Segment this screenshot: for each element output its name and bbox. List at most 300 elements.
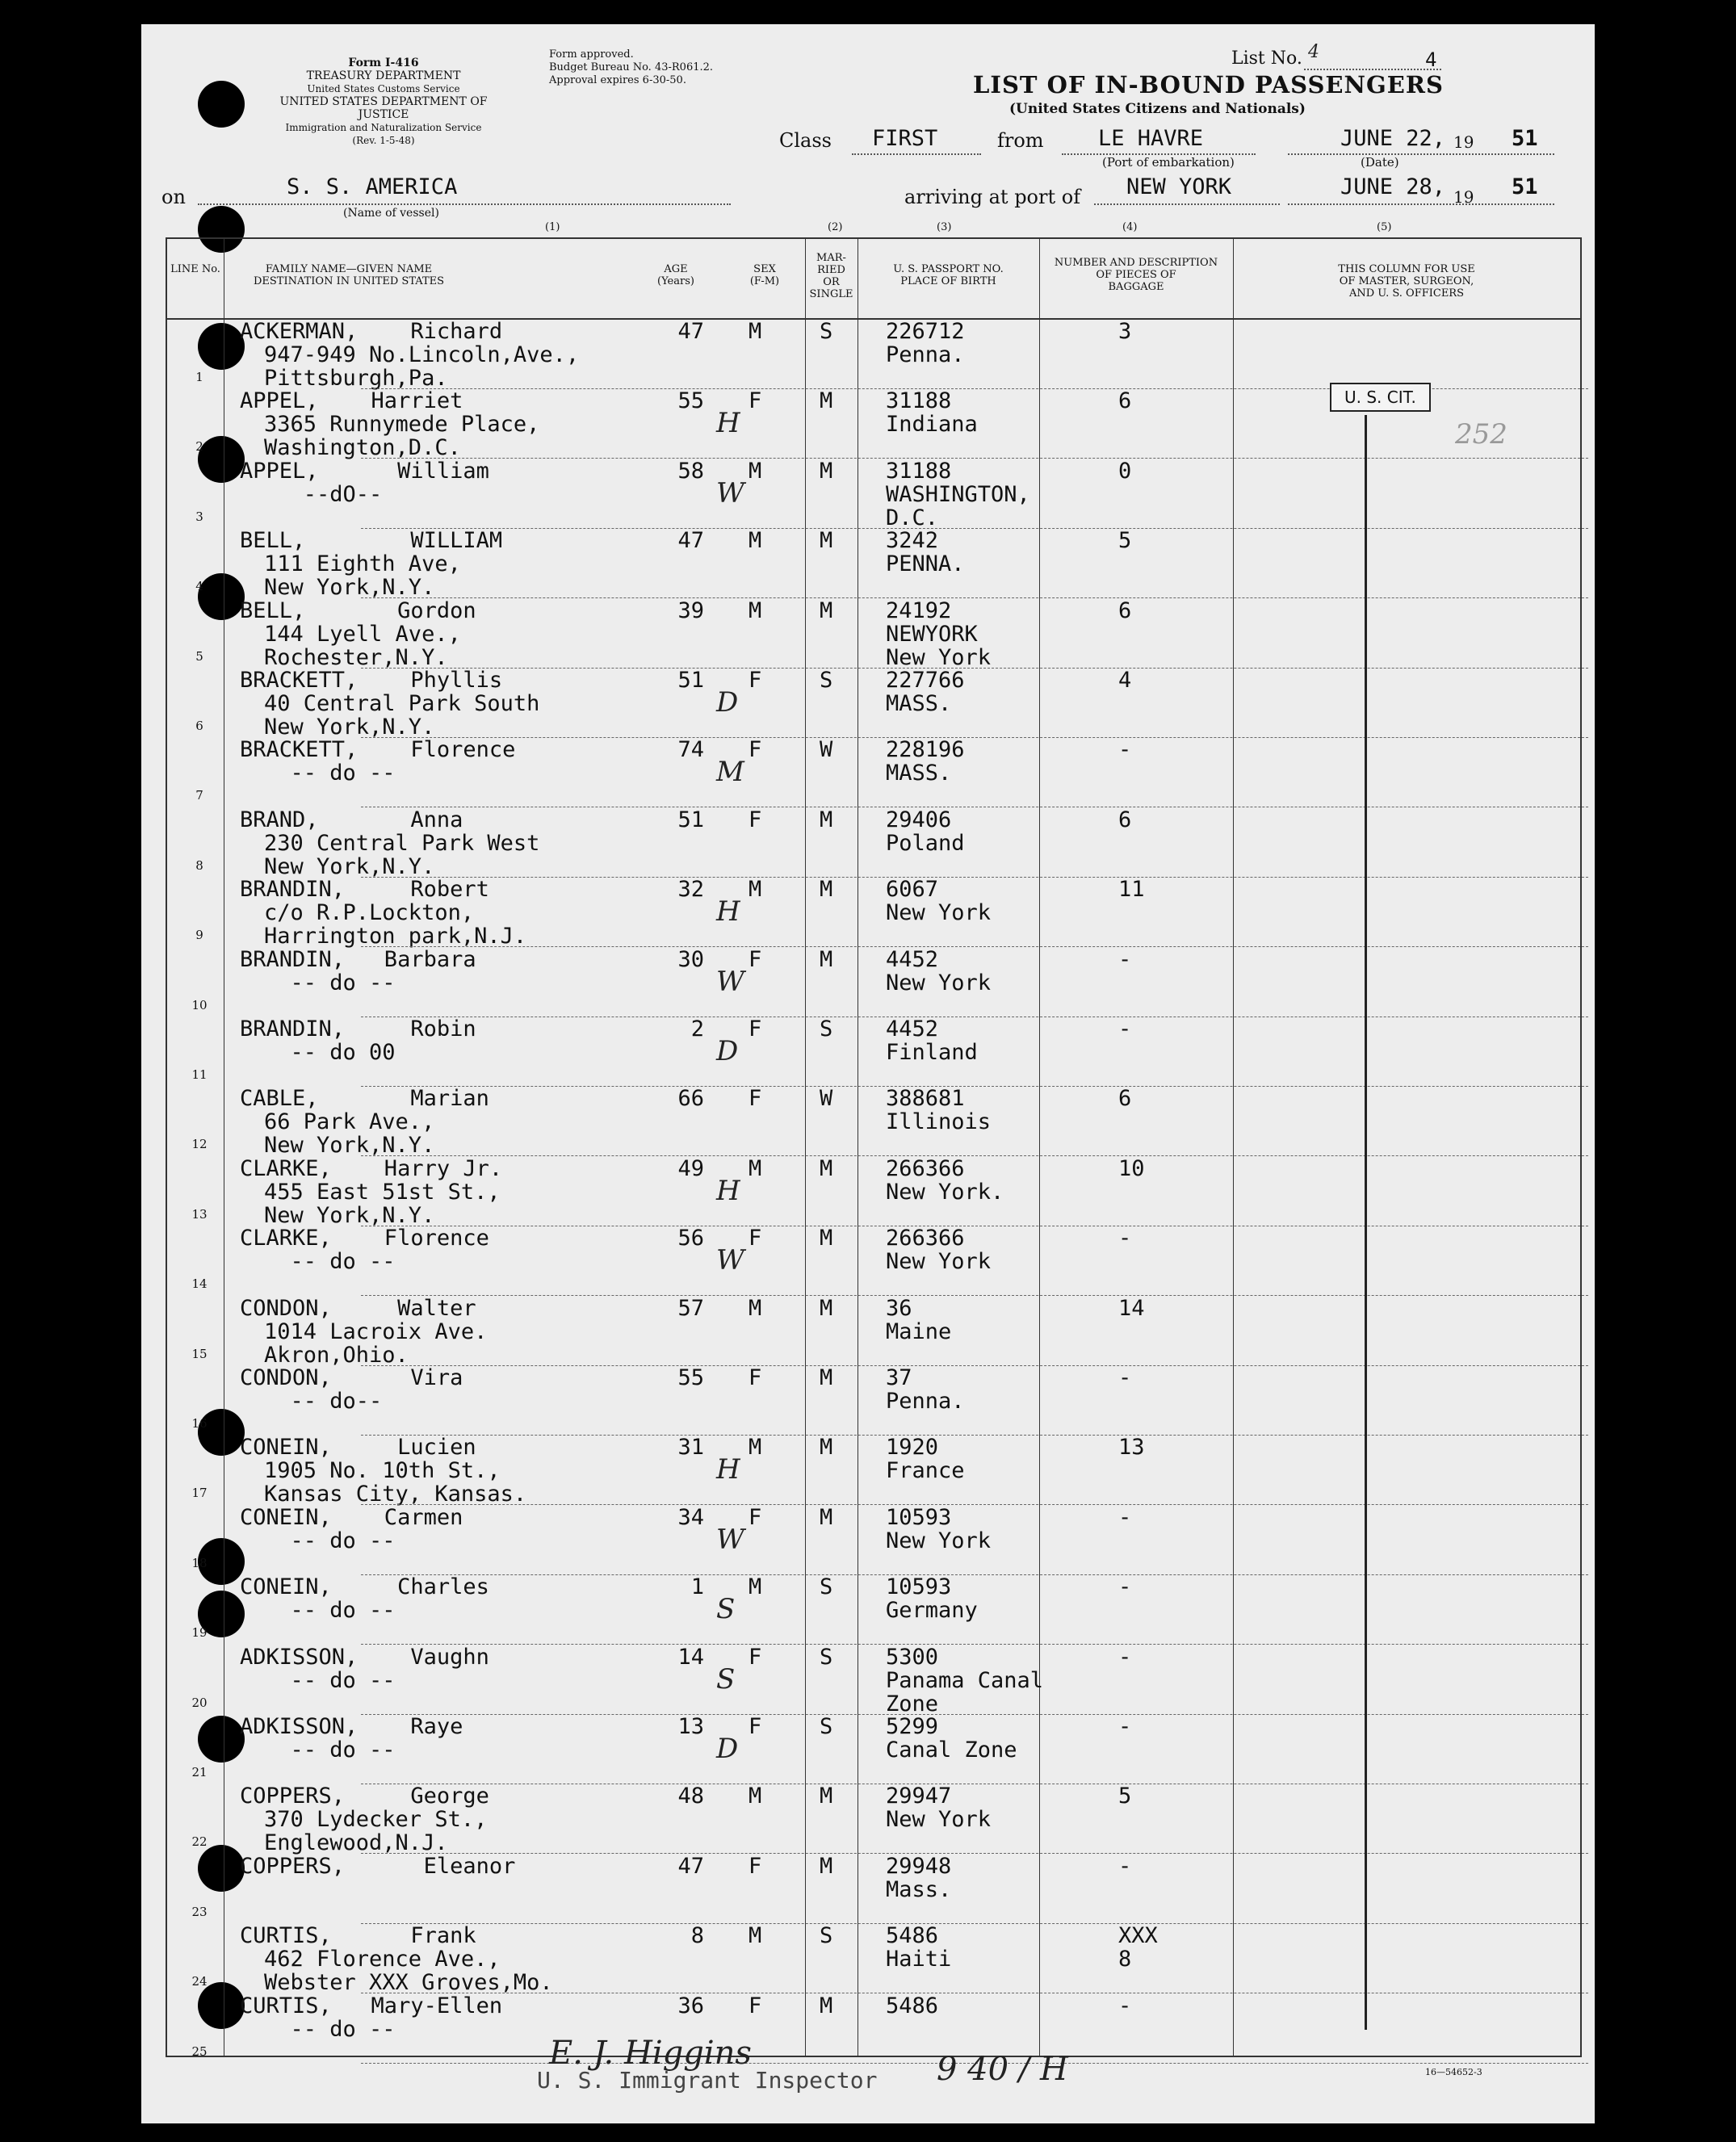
handwritten-mark: H <box>716 895 740 928</box>
place-of-birth: New York <box>886 1807 992 1833</box>
passenger-name: BRAND, Anna <box>240 807 463 832</box>
passenger-sex: F <box>748 737 762 763</box>
passenger-age: 51 <box>677 668 704 693</box>
place-of-birth: Penna. <box>886 342 965 367</box>
destination-address: 1905 No. 10th St., <box>264 1458 501 1484</box>
passport-number: 1920 <box>886 1435 939 1461</box>
passenger-sex: M <box>748 597 762 623</box>
place-of-birth: New York <box>886 900 992 926</box>
passenger-sex: F <box>748 807 762 832</box>
marital-status: M <box>820 946 833 972</box>
table-row <box>167 1157 1604 1226</box>
passport-number: 31188 <box>886 458 952 484</box>
handwritten-mark: H <box>716 1174 740 1207</box>
place-of-birth: Mass. <box>886 1876 952 1902</box>
place-of-birth: MASS. <box>886 691 952 716</box>
dotted-line <box>1288 153 1554 155</box>
passenger-age: 32 <box>677 877 704 903</box>
place-of-birth: Finland <box>886 1040 978 1065</box>
passenger-age: 2 <box>690 1017 704 1042</box>
passport-number: 5299 <box>886 1714 939 1739</box>
baggage-count: 0 <box>1118 458 1132 484</box>
port-embark-caption: (Port of embarkation) <box>1102 155 1235 170</box>
passport-number: 5300 <box>886 1644 939 1670</box>
line-number: 22 <box>191 1834 208 1850</box>
table-row <box>167 1855 1604 1924</box>
line-number: 19 <box>191 1625 208 1641</box>
baggage-count: 6 <box>1118 807 1132 832</box>
place-of-birth: Germany <box>886 1598 978 1624</box>
passenger-name: CABLE, Marian <box>240 1086 489 1112</box>
year-prefix: 19 <box>1453 132 1474 152</box>
marital-status: M <box>820 1435 833 1461</box>
destination-address: --dO-- <box>264 481 383 507</box>
passport-number: 4452 <box>886 946 939 972</box>
customs-service: United States Customs Service <box>307 83 460 94</box>
passport-number: 5486 <box>886 1993 939 2018</box>
destination-address: 455 East 51st St., <box>264 1179 501 1205</box>
passenger-name: COPPERS, George <box>240 1784 489 1809</box>
baggage-count: - <box>1118 1714 1132 1739</box>
marital-status: S <box>820 1923 833 1949</box>
vessel-name: S. S. AMERICA <box>287 174 458 199</box>
passenger-name: APPEL, Harriet <box>240 388 463 414</box>
passenger-table <box>166 237 1582 2057</box>
arriving-label: arriving at port of <box>904 186 1081 208</box>
us-citizen-stamp: U. S. CIT. <box>1330 383 1431 412</box>
year-prefix: 19 <box>1453 187 1474 207</box>
destination-address: 230 Central Park West <box>264 830 540 856</box>
line-number: 9 <box>195 928 203 943</box>
destination-address: -- do -- <box>264 1667 396 1693</box>
dotted-line <box>852 153 981 155</box>
marital-status: M <box>820 528 833 554</box>
marital-status: M <box>820 1226 833 1251</box>
col-num: (2) <box>828 221 843 233</box>
on-label: on <box>161 186 186 208</box>
baggage-count: 5 <box>1118 528 1132 554</box>
passport-number: 10593 <box>886 1504 952 1530</box>
destination-city: New York,N.Y. <box>264 575 435 601</box>
col-num: (1) <box>545 221 560 233</box>
inspector-label: U. S. Immigrant Inspector <box>537 2067 878 2094</box>
passenger-age: 47 <box>677 528 704 554</box>
place-of-birth: Penna. <box>886 1389 965 1414</box>
passenger-age: 34 <box>677 1504 704 1530</box>
passenger-name: BRACKETT, Florence <box>240 737 516 763</box>
destination-city: Webster XXX Groves,Mo. <box>264 1970 553 1996</box>
passenger-age: 30 <box>677 946 704 972</box>
line-number: 5 <box>195 648 203 664</box>
arrival-year: 51 <box>1512 174 1538 199</box>
passenger-sex: F <box>748 1086 762 1112</box>
destination-address: -- do -- <box>264 1249 396 1275</box>
marital-status: M <box>820 807 833 832</box>
destination-city: New York,N.Y. <box>264 1202 435 1228</box>
place-of-birth-cont: New York <box>886 644 992 670</box>
form-header-block <box>262 57 505 95</box>
table-row <box>167 1994 1604 2064</box>
destination-city: Englewood,N.J. <box>264 1830 448 1856</box>
baggage-count: - <box>1118 1226 1132 1251</box>
approval-line: Form approved. <box>549 48 634 61</box>
passport-number: 388681 <box>886 1086 965 1112</box>
line-number: 1 <box>195 370 203 384</box>
rev-date: (Rev. 1-5-48) <box>352 135 415 146</box>
table-row <box>167 599 1604 669</box>
passenger-age: 39 <box>677 597 704 623</box>
marital-status: W <box>820 1086 833 1112</box>
handwritten-mark: W <box>716 476 744 509</box>
line-number: 10 <box>191 997 208 1012</box>
handwritten-mark: S <box>716 1662 736 1696</box>
col-num: (4) <box>1122 221 1138 233</box>
table-row <box>167 459 1604 529</box>
passport-number: 36 <box>886 1295 912 1321</box>
passport-number: 10593 <box>886 1574 952 1600</box>
marital-status: M <box>820 1155 833 1181</box>
passenger-sex: F <box>748 668 762 693</box>
marital-status: M <box>820 1504 833 1530</box>
passenger-name: CONEIN, Carmen <box>240 1504 463 1530</box>
passenger-age: 55 <box>677 388 704 414</box>
passenger-name: CLARKE, Harry Jr. <box>240 1155 503 1181</box>
destination-city: Kansas City, Kansas. <box>264 1482 527 1507</box>
passenger-name: COPPERS, Eleanor <box>240 1853 516 1879</box>
destination-city: Harrington park,N.J. <box>264 924 527 949</box>
passenger-name: BRACKETT, Phyllis <box>240 668 503 693</box>
passenger-name: BRANDIN, Robin <box>240 1017 476 1042</box>
stamp-number: 252 <box>1455 418 1507 451</box>
passenger-sex: M <box>748 1784 762 1809</box>
destination-city: Akron,Ohio. <box>264 1342 409 1368</box>
list-no-label: List No. <box>1231 48 1302 69</box>
passenger-name: BELL, Gordon <box>240 597 476 623</box>
handwritten-mark: D <box>716 1035 739 1067</box>
passport-number: 37 <box>886 1365 912 1390</box>
baggage-count: 6 <box>1118 1086 1132 1112</box>
passenger-sex: F <box>748 1017 762 1042</box>
dotted-line <box>1288 203 1554 205</box>
line-number: 3 <box>195 509 203 524</box>
passenger-name: ACKERMAN, Richard <box>240 319 503 344</box>
passenger-age: 58 <box>677 458 704 484</box>
table-row <box>167 1366 1604 1436</box>
handwritten-mark: H <box>716 1453 740 1486</box>
list-subtitle: (United States Citizens and Nationals) <box>1009 101 1306 117</box>
passport-number: 5486 <box>886 1923 939 1949</box>
handwritten-mark: D <box>716 686 739 719</box>
handwritten-mark: M <box>716 756 744 789</box>
passenger-sex: F <box>748 1993 762 2018</box>
passenger-name: ADKISSON, Vaughn <box>240 1644 489 1670</box>
passenger-age: 49 <box>677 1155 704 1181</box>
table-row <box>167 1923 1604 1996</box>
place-of-birth: Indiana <box>886 412 978 438</box>
passport-number: 266366 <box>886 1155 965 1181</box>
handwritten-mark: D <box>716 1733 739 1765</box>
table-row <box>167 878 1604 947</box>
baggage-count: - <box>1118 1504 1132 1530</box>
marital-status: S <box>820 1714 833 1739</box>
table-row <box>167 808 1604 878</box>
passenger-age: 31 <box>677 1435 704 1461</box>
place-of-birth: New York <box>886 1528 992 1553</box>
destination-address: -- do -- <box>264 1598 396 1624</box>
marital-status: M <box>820 597 833 623</box>
passenger-age: 8 <box>690 1923 704 1949</box>
line-number: 25 <box>191 2043 208 2059</box>
passenger-sex: M <box>748 1574 762 1600</box>
class-label: Class <box>779 129 832 152</box>
from-label: from <box>997 129 1044 152</box>
passenger-sex: F <box>748 1853 762 1879</box>
time-note: 9 40 / H <box>937 2051 1068 2088</box>
line-number: 18 <box>191 1555 208 1570</box>
list-no-value: 4 <box>1425 48 1437 71</box>
place-of-birth-cont: D.C. <box>886 505 939 530</box>
destination-address: -- do -- <box>264 2016 396 2042</box>
destination-city: New York,N.Y. <box>264 715 435 740</box>
col-header-sex: SEX (F-M) <box>749 263 780 287</box>
destination-address: -- do 00 <box>264 1040 396 1065</box>
passenger-name: CONDON, Vira <box>240 1365 463 1390</box>
passenger-name: APPEL, William <box>240 458 489 484</box>
handwritten-mark: W <box>716 1523 744 1556</box>
col-num: (3) <box>937 221 952 233</box>
date-caption: (Date) <box>1361 155 1399 170</box>
col-header-age: AGE (Years) <box>657 263 694 287</box>
passport-number: 266366 <box>886 1226 965 1251</box>
baggage-count: 6 <box>1118 597 1132 623</box>
destination-city: Rochester,N.Y. <box>264 644 448 670</box>
list-no-hand: 4 <box>1308 42 1319 62</box>
baggage-count: - <box>1118 946 1132 972</box>
passport-number: 29947 <box>886 1784 952 1809</box>
col-header-officers: THIS COLUMN FOR USE OF MASTER, SURGEON, AND U. S. OFFICERS <box>1338 263 1475 300</box>
marital-status: S <box>820 668 833 693</box>
footer-code: 16—54652-3 <box>1425 2067 1482 2077</box>
passenger-sex: M <box>748 1435 762 1461</box>
col-header-baggage: NUMBER AND DESCRIPTION OF PIECES OF BAGGAGE <box>1054 257 1218 293</box>
destination-address: 40 Central Park South <box>264 691 540 716</box>
table-row <box>167 1715 1604 1784</box>
passenger-sex: M <box>748 877 762 903</box>
col-header-passport: U. S. PASSPORT NO. PLACE OF BIRTH <box>893 263 1004 287</box>
passenger-age: 47 <box>677 319 704 344</box>
line-number: 11 <box>191 1067 208 1082</box>
inspector-signature: E. J. Higgins <box>549 2035 752 2072</box>
passport-number: 29406 <box>886 807 952 832</box>
destination-city: Washington,D.C. <box>264 435 461 461</box>
baggage-count: 14 <box>1118 1295 1145 1321</box>
table-row <box>167 1017 1604 1087</box>
baggage-count: 13 <box>1118 1435 1145 1461</box>
passport-number: 228196 <box>886 737 965 763</box>
line-number: 23 <box>191 1904 208 1919</box>
passenger-age: 66 <box>677 1086 704 1112</box>
line-number: 6 <box>195 719 203 733</box>
marital-status: M <box>820 458 833 484</box>
place-of-birth: Haiti <box>886 1947 952 1972</box>
departure-date: JUNE 22, <box>1340 126 1446 151</box>
passenger-sex: M <box>748 1295 762 1321</box>
destination-city: New York,N.Y. <box>264 853 435 879</box>
dotted-line <box>1094 203 1280 205</box>
place-of-birth: Maine <box>886 1318 952 1344</box>
passenger-age: 48 <box>677 1784 704 1809</box>
handwritten-mark: S <box>716 1593 736 1626</box>
passenger-sex: M <box>748 458 762 484</box>
line-number: 16 <box>191 1416 208 1431</box>
passenger-age: 1 <box>690 1574 704 1600</box>
baggage-count: - <box>1118 1644 1132 1670</box>
table-row <box>167 320 1604 389</box>
marital-status: M <box>820 388 833 414</box>
marital-status: M <box>820 877 833 903</box>
passport-number: 227766 <box>886 668 965 693</box>
place-of-birth: Illinois <box>886 1109 992 1135</box>
passenger-sex: M <box>748 1155 762 1181</box>
destination-address: -- do -- <box>264 1528 396 1553</box>
line-number: 17 <box>191 1486 208 1501</box>
passenger-sex: F <box>748 1226 762 1251</box>
place-of-birth: NEWYORK <box>886 621 978 647</box>
passport-number: 29948 <box>886 1853 952 1879</box>
destination-address: 66 Park Ave., <box>264 1109 435 1135</box>
destination-address: 144 Lyell Ave., <box>264 621 461 647</box>
marital-status: M <box>820 1295 833 1321</box>
destination-address: 947-949 No.Lincoln,Ave., <box>264 342 580 367</box>
marital-status: S <box>820 1644 833 1670</box>
line-number: 21 <box>191 1765 208 1779</box>
place-of-birth: New York <box>886 1249 992 1275</box>
citizen-vertical-line <box>1365 415 1367 2030</box>
col-num: (5) <box>1377 221 1392 233</box>
passenger-name: CURTIS, Frank <box>240 1923 476 1949</box>
table-row <box>167 669 1604 738</box>
punch-hole <box>198 81 245 128</box>
place-of-birth: PENNA. <box>886 551 965 577</box>
passenger-sex: F <box>748 1714 762 1739</box>
col-header-name: FAMILY NAME—GIVEN NAME DESTINATION IN UNITED STATES <box>253 263 445 287</box>
passport-number: 4452 <box>886 1017 939 1042</box>
handwritten-mark: W <box>716 965 744 998</box>
form-number: Form I-416 <box>348 57 419 69</box>
baggage-count: - <box>1118 1993 1132 2018</box>
passenger-name: CLARKE, Florence <box>240 1226 489 1251</box>
passport-number: 24192 <box>886 597 952 623</box>
passenger-age: 56 <box>677 1226 704 1251</box>
baggage-count: 5 <box>1118 1784 1132 1809</box>
destination-city: Pittsburgh,Pa. <box>264 366 448 391</box>
passenger-name: BRANDIN, Robert <box>240 877 489 903</box>
line-number: 7 <box>195 788 203 803</box>
passenger-name: CONEIN, Lucien <box>240 1435 476 1461</box>
marital-status: M <box>820 1853 833 1879</box>
passenger-name: ADKISSON, Raye <box>240 1714 463 1739</box>
passenger-sex: F <box>748 946 762 972</box>
line-number: 8 <box>195 857 203 873</box>
passenger-sex: F <box>748 1365 762 1390</box>
baggage-count: 6 <box>1118 388 1132 414</box>
list-title: LIST OF IN-BOUND PASSENGERS <box>973 71 1444 99</box>
arrival-date: JUNE 28, <box>1340 174 1446 199</box>
passenger-name: CURTIS, Mary-Ellen <box>240 1993 503 2018</box>
approval-line: Budget Bureau No. 43-R061.2. <box>549 61 714 73</box>
line-number: 20 <box>191 1695 208 1710</box>
approval-line: Approval expires 6-30-50. <box>549 74 686 86</box>
marital-status: S <box>820 319 833 344</box>
destination-address: -- do -- <box>264 970 396 996</box>
passenger-name: CONDON, Walter <box>240 1295 476 1321</box>
table-row <box>167 738 1604 807</box>
line-number: 24 <box>191 1974 208 1989</box>
passenger-age: 47 <box>677 1853 704 1879</box>
table-row <box>167 1784 1604 1854</box>
table-row <box>167 1575 1604 1645</box>
baggage-count: XXX 8 <box>1118 1923 1158 1972</box>
destination-address: 370 Lydecker St., <box>264 1807 488 1833</box>
baggage-count: 11 <box>1118 877 1145 903</box>
passenger-age: 57 <box>677 1295 704 1321</box>
baggage-count: 4 <box>1118 668 1132 693</box>
handwritten-mark: W <box>716 1244 744 1277</box>
baggage-count: - <box>1118 1017 1132 1042</box>
passenger-sex: F <box>748 1504 762 1530</box>
marital-status: W <box>820 737 833 763</box>
destination-address: 3365 Runnymede Place, <box>264 412 540 438</box>
passenger-age: 55 <box>677 1365 704 1390</box>
destination-city: New York,N.Y. <box>264 1133 435 1159</box>
justice-dept: UNITED STATES DEPARTMENT OF JUSTICE <box>279 95 488 121</box>
destination-address: -- do-- <box>264 1389 383 1414</box>
marital-status: M <box>820 1784 833 1809</box>
approval-block <box>549 48 727 87</box>
from-value: LE HAVRE <box>1098 126 1204 151</box>
passenger-sex: M <box>748 1923 762 1949</box>
class-value: FIRST <box>872 126 938 151</box>
table-row <box>167 1086 1604 1159</box>
treasury-dept: TREASURY DEPARTMENT <box>306 69 461 82</box>
place-of-birth: Poland <box>886 830 965 856</box>
dotted-line <box>198 203 731 205</box>
line-number: 12 <box>191 1137 208 1152</box>
passenger-name: BRANDIN, Barbara <box>240 946 476 972</box>
passenger-age: 51 <box>677 807 704 832</box>
passenger-sex: F <box>748 1644 762 1670</box>
dotted-line <box>1304 69 1441 70</box>
passenger-sex: M <box>748 319 762 344</box>
passport-number: 3242 <box>886 528 939 554</box>
passport-number: 226712 <box>886 319 965 344</box>
passenger-age: 13 <box>677 1714 704 1739</box>
place-of-birth: Canal Zone <box>886 1737 1017 1763</box>
passport-number: 6067 <box>886 877 939 903</box>
line-number: 15 <box>191 1346 208 1361</box>
baggage-count: - <box>1118 1574 1132 1600</box>
place-of-birth: MASS. <box>886 761 952 786</box>
destination-address: 462 Florence Ave., <box>264 1947 501 1972</box>
justice-block <box>262 95 505 147</box>
baggage-count: - <box>1118 737 1132 763</box>
ins-service: Immigration and Naturalization Service <box>285 122 482 133</box>
vessel-caption: (Name of vessel) <box>343 207 439 220</box>
marital-status: M <box>820 1993 833 2018</box>
line-number: 14 <box>191 1276 208 1292</box>
baggage-count: 10 <box>1118 1155 1145 1181</box>
marital-status: M <box>820 1365 833 1390</box>
